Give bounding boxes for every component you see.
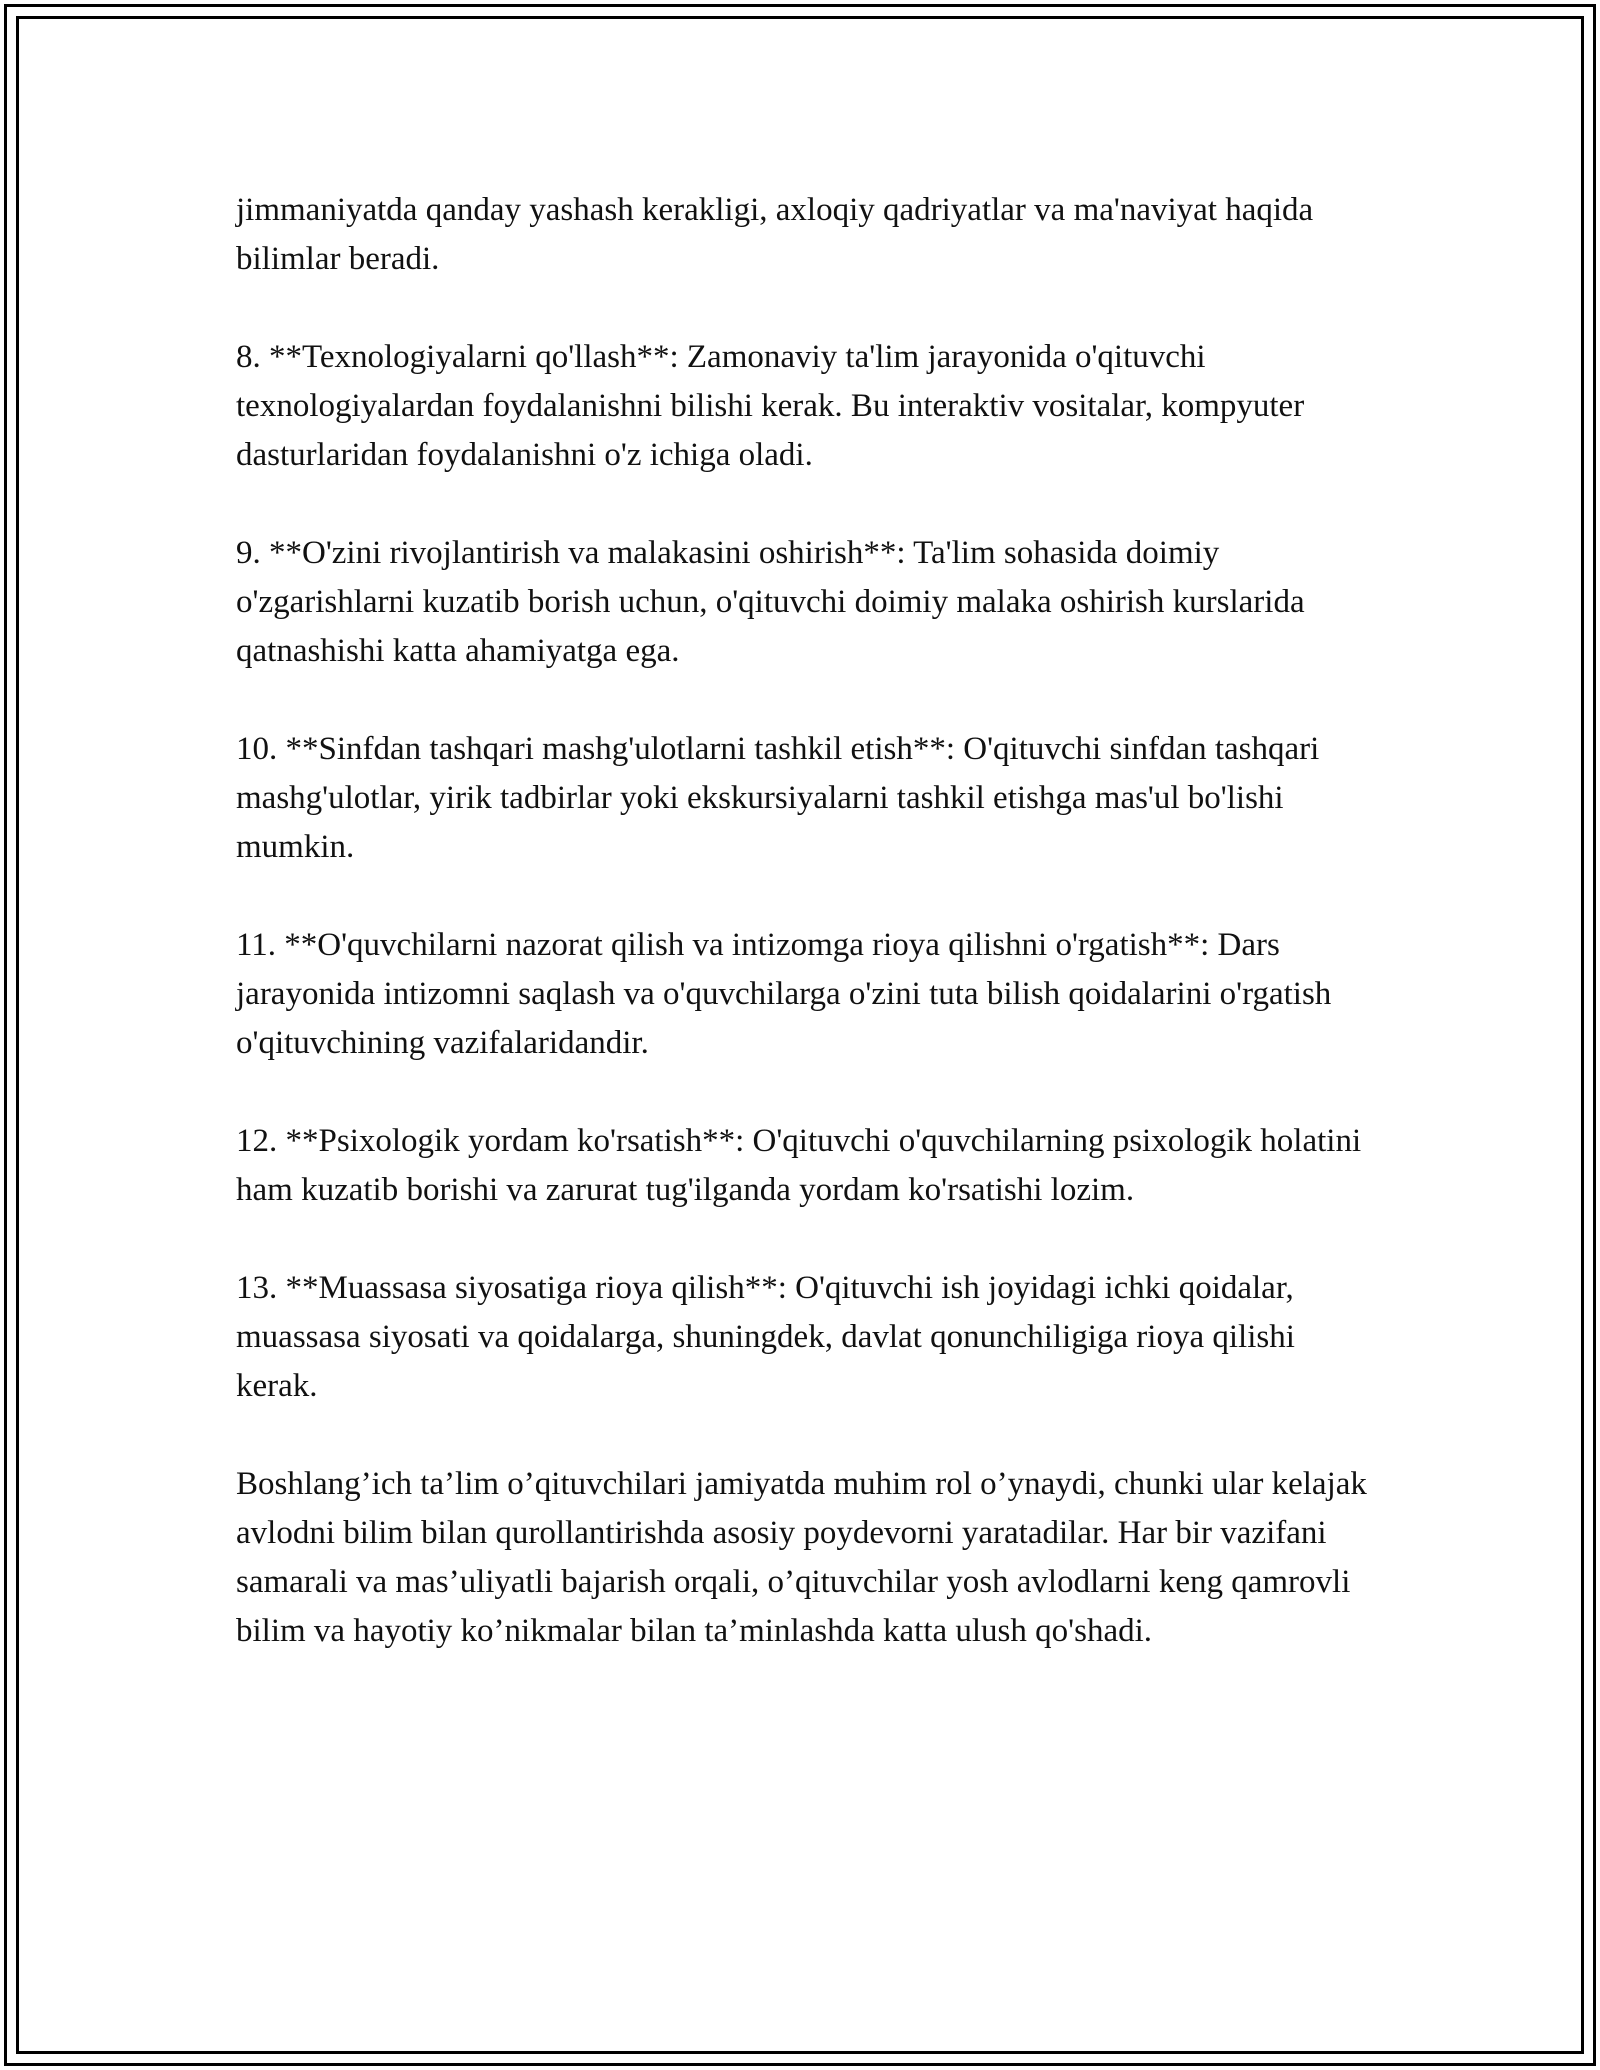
paragraph-item-8: 8. **Texnologiyalarni qo'llash**: Zamonaviy ta'lim jarayonida o'qituvchi texnologiyalardan foydalanishni bilishi kerak. Bu interaktiv vositalar, kompyuter dasturlaridan foydalanishni o'z ichiga oladi. <box>236 339 1305 473</box>
paragraph-continuation: jimmaniyatda qanday yashash kerakligi, axloqiy qadriyatlar va ma'naviyat haqida bilimlar beradi. <box>236 192 1314 277</box>
paragraph-item-9: 9. **O'zini rivojlantirish va malakasini oshirish**: Ta'lim sohasida doimiy o'zgarishlarni kuzatib borish uchun, o'qituvchi doimiy malaka oshirish kurslarida qatnashishi katta ahamiyatga ega. <box>236 535 1305 669</box>
paragraph-item-13: 13. **Muassasa siyosatiga rioya qilish**: O'qituvchi ish joyidagi ichki qoidalar, muassasa siyosati va qoidalarga, shuningdek, davlat qonunchiligiga rioya qilishi kerak. <box>236 1270 1295 1404</box>
paragraph-item-12: 12. **Psixologik yordam ko'rsatish**: O'qituvchi o'quvchilarning psixologik holatini ham kuzatib borishi va zarurat tug'ilganda yordam ko'rsatishi lozim. <box>236 1123 1362 1208</box>
document-body <box>236 186 1376 1705</box>
paragraph-conclusion: Boshlang’ich ta’lim o’qituvchilari jamiyatda muhim rol o’ynaydi, chunki ular kelajak avlodni bilim bilan qurollantirishda asosiy poydevorni yaratadilar. Har bir vazifani samarali va mas’uliyatli bajarish orqali, o’qituvchilar yosh avlodlarni keng qamrovli bilim va hayotiy ko’nikmalar bilan ta’minlashda katta ulush qo'shadi. <box>236 1466 1367 1649</box>
paragraph-item-10: 10. **Sinfdan tashqari mashg'ulotlarni tashkil etish**: O'qituvchi sinfdan tashqari mashg'ulotlar, yirik tadbirlar yoki ekskursiyalarni tashkil etishga mas'ul bo'lishi mumkin. <box>236 731 1320 865</box>
paragraph-item-11: 11. **O'quvchilarni nazorat qilish va intizomga rioya qilishni o'rgatish**: Dars jarayonida intizomni saqlash va o'quvchilarga o'zini tuta bilish qoidalarini o'rgatish o'qituvchining vazifalaridandir. <box>236 927 1332 1061</box>
